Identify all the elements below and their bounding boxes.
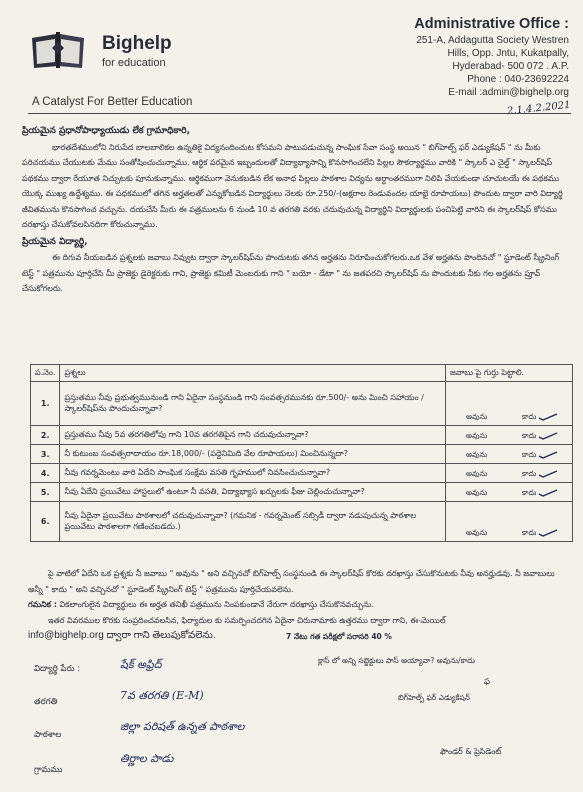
note-label: గమనిక : [28, 600, 57, 609]
checkmark-icon [538, 451, 558, 459]
office-phone: Phone : 040-23692224 [467, 74, 569, 85]
office-email: E-mail :admin@bighelp.org [448, 87, 569, 98]
school-value[interactable]: జిల్లా పరిషత్ ఉన్నత పాఠశాల [120, 720, 245, 733]
intro-paragraph: భారతదేశములోని నిరుపేద బాలబాలికల ఉన్నతికై విద్యనందించుట కోసమని పాటుపడుచున్న సాంఘిక సేవా సంస్థ అయిన " బిగ్‌హెల్ప్ ఫర్ ఎడ్యుకేషన్ " ను మీకు పరిచయము చేయుటకు మేము సంతోషించుచున్నాము. ఆర్థిక పరమైన ఇబ్బందులతో విద్యాభ్యాసాన్ని కొనసాగించలేని పిల్లల సౌకర్యార్థము వారికి " స్కాలర్ ఎ చైల్డ్ " స్కాలర్‌షిప్ పథకము ద్వారా రేయూత నిచ్చుటకు పూనుకున్నాము. ఆర్థికముగా వెనుకబడిన లేక అనాధ పిల్లలు పాఠశాల విద్యను అర్ధాంతరముగా నిలిపి వేయకుండా చూచుటయే ఈ పథకము యొక్క ముఖ్య ఉద్దేశ్యము. ఈ పధకములో తగిన అర్హతలతో ఎన్నుకోబడిన విద్యార్థులు నెలకు రూ.250/-(అక్షరాల రెండువందల యాభై రూపాయలు) పొందుట ద్వారా వారి విద్యార్థి జీవితమును కొనసాగించ వచ్చును. దయచేసి మీరు ఈ పత్రములను 6 నుండి 10 వ తరగతి వరకు చదువుచున్న విద్యార్థిని విద్యార్థులకు పంచిపెట్టి వారిని ఈ స్కాలర్‌షిప్ కోసము దరఖాస్తు చేసుకోవలసినదిగా కోరుచున్నాము. [22, 142, 563, 229]
student-name-value[interactable]: షేక్ అఫ్రిద్ [120, 658, 162, 671]
signature-initial: ఫ [484, 677, 491, 687]
brand-name: Bighelp [102, 33, 172, 54]
no-option[interactable]: కాదు [522, 488, 537, 497]
note-line [28, 597, 567, 613]
checkmark-icon [538, 489, 558, 497]
village-value[interactable]: తిర్ణాల పాడు [120, 752, 174, 765]
question-text: నీవు గవర్నమెంటు వారి ఏదేని సాంఘిక సంక్షేమ వసతి గృహములో నివసించుచున్నావా? [60, 464, 446, 483]
class-value[interactable]: 7వ తరగతి (E-M) [120, 689, 204, 702]
answer-cell [446, 382, 573, 426]
no-option[interactable]: కాదు [522, 469, 537, 478]
question-text: నీవు ఏదేని ప్రయివేటు హాస్టలులో ఉంటూ నీ వసతి, విద్యాభ్యాస ఖర్చులకు ఫీజు చెల్లించుచున్నావా? [60, 483, 446, 502]
yes-option[interactable]: అవును [466, 412, 488, 421]
checkmark-icon [538, 432, 558, 440]
signature-title: ఫౌండర్ & ప్రెసిడెంట్ [440, 747, 502, 756]
note-text: వికలాంగులైన విద్యార్థులు ఈ అర్హత తనిఖీ పత్రమును నింపకుండానే నేరుగా దరఖాస్తు చేసుకొనవచ్చును. [59, 600, 375, 609]
column-header-questions: ప్రశ్నలు [60, 365, 446, 382]
contact-email-text: info@bighelp.org ద్వారా గాని తెలుపుకోవలెను. [28, 630, 216, 641]
question-number: 2. [31, 426, 60, 445]
eligibility-paragraph: ఈ దిగువ నీయబడిన ప్రశ్నలకు జవాబు నివ్వుట ద్వారా స్కాలర్‌షిప్‌ను పొందుటకు తగిన అర్హతను నిరూపించుకోగలరు.ఒక వేళ అర్హతను పొందినచో " స్టూడెంట్ స్క్రీనింగ్ టెస్ట్ " పత్రమును పూర్తిచేసి మీ ప్రాజెక్టు డైరెక్టరుకు గాని, ప్రాజెక్టు కమిటీ మెంబరుకు గాని " బయో - డేటా " ను జతపరచి స్కాలర్‌షిప్ ను పొందుటకు నీకు గల అర్హతను ప్రూవ్ చేసుకోగలరు. [22, 253, 560, 293]
no-option[interactable]: కాదు [522, 528, 537, 537]
checkmark-icon [538, 413, 558, 421]
question-number: 3. [31, 445, 60, 464]
passing-note: 7 నేటు గత పరీక్షలో సరాసరి 40 % [286, 632, 392, 641]
contact-paragraph: ఇతర వివరముల కొరకు సంప్రదించవలసిన, ఫిర్యాదుల కు సమర్పించదగిన ఏదైనా చిరునామాకు ఉత్తరము ద్వారా గాని, ఈ-మెయిల్ [48, 615, 446, 625]
checkmark-icon [538, 529, 558, 537]
header-divider [28, 113, 571, 114]
table-row [31, 464, 573, 483]
question-text: ప్రస్తుతము నీవు 5వ తరగతిలోపు గాని 10వ తరగతిపైన గాని చదువుచున్నావా? [60, 426, 446, 445]
salutation-student: ప్రియమైన విద్యార్థి, [22, 236, 88, 247]
letter-body [22, 124, 565, 297]
instructions-footer [28, 566, 567, 644]
salutation-headmaster: ప్రియమైన ప్రధానోపాధ్యాయుడు లేక గ్రామాధికారి, [22, 126, 191, 136]
office-line: Hills, Opp. Jntu, Kukatpally, [447, 48, 569, 59]
question-number: 1. [31, 382, 60, 426]
eligibility-questions-table [30, 364, 573, 542]
table-row [31, 445, 573, 464]
question-number: 6. [31, 502, 60, 542]
tagline: A Catalyst For Better Education [32, 96, 193, 108]
subjects-pass-question: క్లాస్ లో అన్ని సబ్జెక్టులు పాస్ అయ్యావా? అవును/కాదు [318, 656, 476, 665]
office-line: 251-A, Addagutta Society Westren [416, 35, 569, 46]
answer-cell [446, 445, 573, 464]
question-number: 4. [31, 464, 60, 483]
student-name-label: విద్యార్థి పేరు : [34, 664, 81, 674]
brand-subtitle: for education [102, 57, 166, 69]
no-option[interactable]: కాదు [522, 412, 537, 421]
office-address [359, 16, 569, 99]
answer-cell [446, 426, 573, 445]
yes-option[interactable]: అవును [466, 469, 488, 478]
no-option[interactable]: కాదు [522, 431, 537, 440]
question-text: నీవు ఏదైనా ప్రయివేటు పాఠశాలలో చదువుచున్నావా? (గమనిక - గవర్నమెంట్ సబ్సిడీ ద్వారా నడుపుచున్న పాఠశాల ప్రయివేటు పాఠశాలగా గణించబడదు.) [60, 502, 446, 542]
open-book-icon [28, 30, 88, 72]
result-paragraph: పై వాటిలో ఏదేని ఒక ప్రశ్నకు నీ జవాబు " అవును " అని వచ్చినచో బిగ్‌హెల్ప్ సంస్థనుండి ఈ స్కాలర్‌షిప్ కొరకు దరఖాస్తు చేసుకొనుటకు నీవు అనర్హుడవు. నీ జవాబులు అన్నీ " కాదు " అని వచ్చినచో " స్టూడెంట్ స్క్రీనింగ్ టెస్ట్ " పత్రమును పూర్తిచేయవలెను. [28, 569, 555, 594]
question-text: నీ కుటుంబ సంవత్సరాదాయం రూ.18,000/- (పద్దెనిమిది వేల రూపాయలు) మించినున్నదా? [60, 445, 446, 464]
yes-option[interactable]: అవును [466, 450, 488, 459]
table-row [31, 502, 573, 542]
answer-cell [446, 483, 573, 502]
office-line: Hyderabad- 500 072 . A.P. [452, 61, 569, 72]
table-row [31, 426, 573, 445]
answer-cell [446, 502, 573, 542]
question-text: ప్రస్తుతము నీవు ప్రభుత్వమునుండి గాని ఏదైనా సంస్థనుండి గాని సంవత్సరమునకు రూ.500/- అను మించి సహాయం / స్కాలర్‌షిప్‌ను పొందుచున్నావా? [60, 382, 446, 426]
village-label: గ్రామము [34, 765, 63, 775]
office-title: Administrative Office : [414, 16, 569, 32]
yes-option[interactable]: అవును [466, 528, 488, 537]
no-option[interactable]: కాదు [522, 450, 537, 459]
class-label: తరగతి [34, 697, 58, 707]
email-line [28, 628, 567, 644]
column-header-number: ప.నెం. [31, 365, 60, 382]
yes-option[interactable]: అవును [466, 488, 488, 497]
column-header-answer: జవాబు పై గుర్తు పెట్టాలి. [446, 365, 573, 382]
table-row [31, 483, 573, 502]
question-number: 5. [31, 483, 60, 502]
answer-cell [446, 464, 573, 483]
signature-organization: బిగ్‌హెల్ప్ ఫర్ ఎడ్యుకేషన్ [398, 693, 471, 702]
checkmark-icon [538, 470, 558, 478]
table-header-row [31, 365, 573, 382]
handwritten-date: 2.1.4.2.2021 [506, 99, 572, 118]
yes-option[interactable]: అవును [466, 431, 488, 440]
school-label: పాఠశాల [34, 730, 62, 740]
table-row [31, 382, 573, 426]
